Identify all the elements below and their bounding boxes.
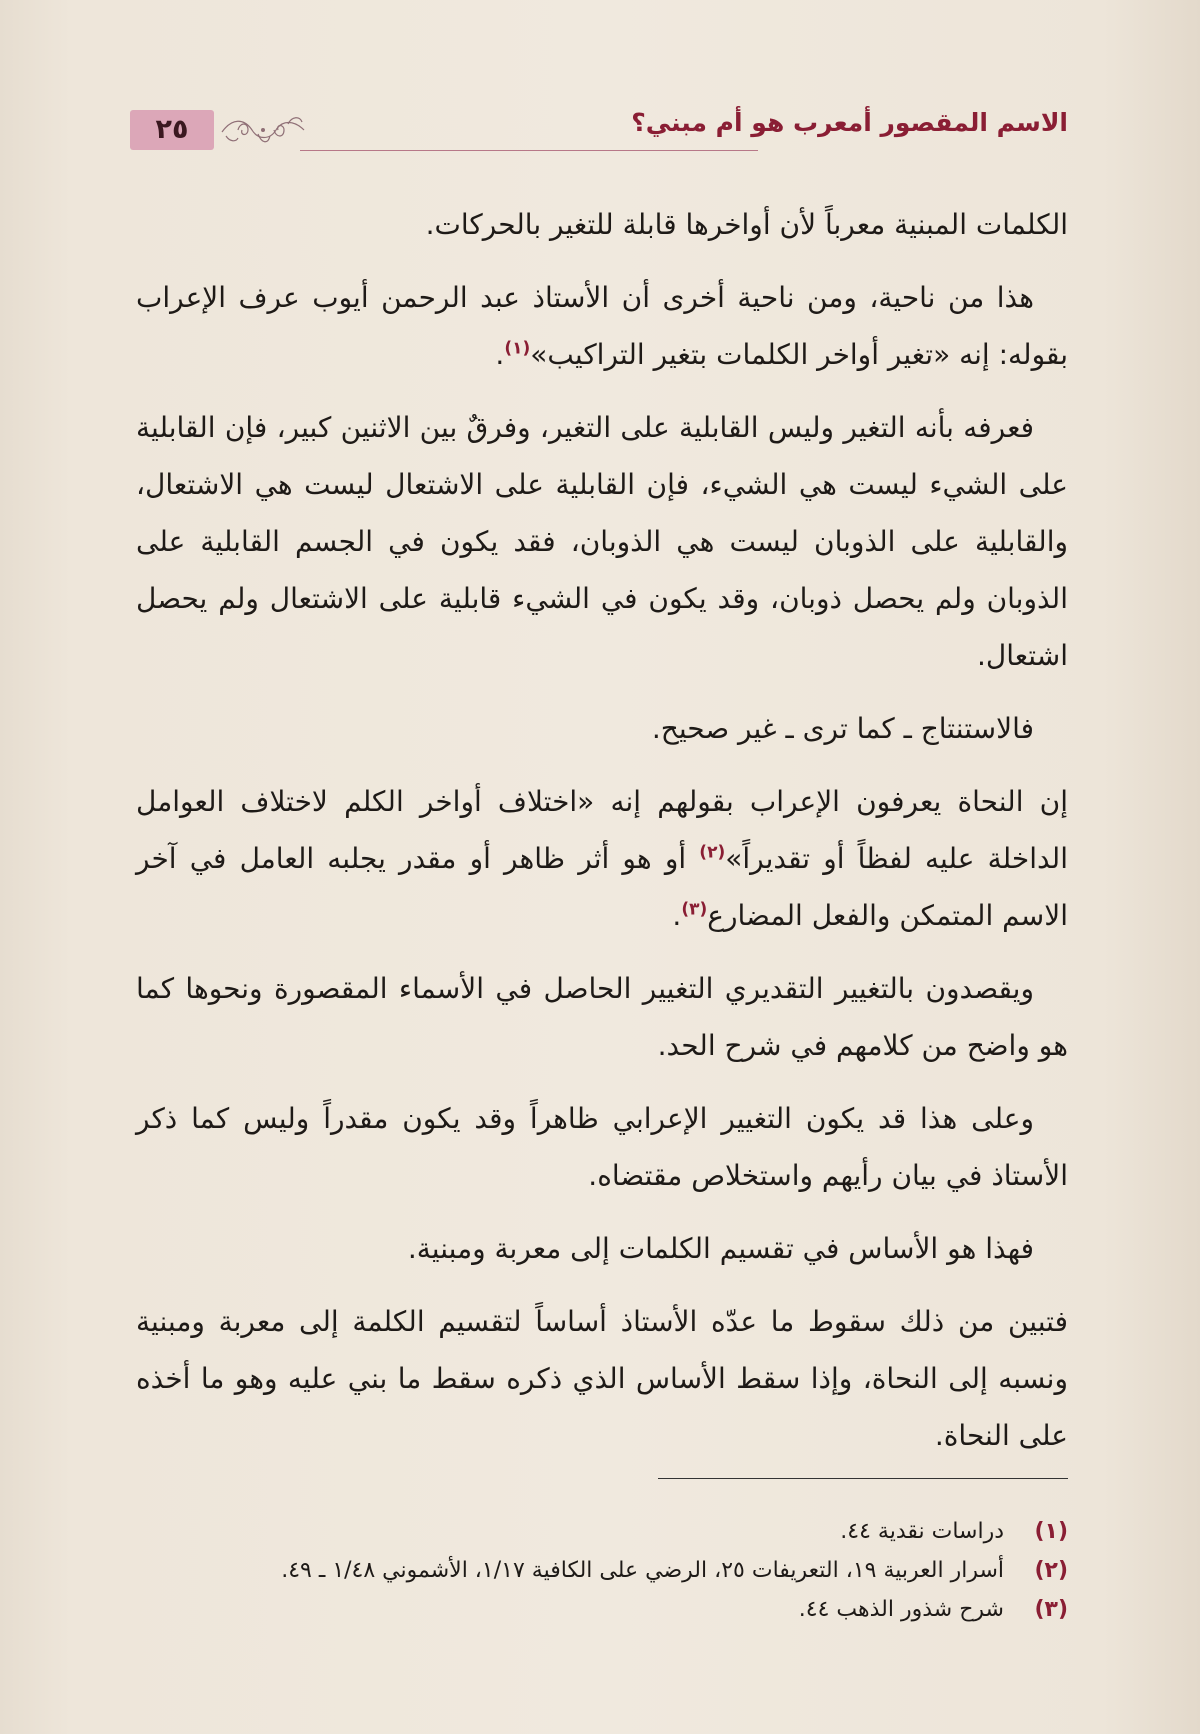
footnote-rule xyxy=(658,1478,1068,1479)
paragraph-text: فتبين من ذلك سقوط ما عدّه الأستاذ أساساً لتقسيم الكلمة إلى معربة ومبنية ونسبه إلى النحاة، وإذا سقط الأساس الذي ذكره سقط ما بني عليه وهو ما أخذه على النحاة. xyxy=(136,1305,1068,1452)
paragraph xyxy=(136,1293,1068,1464)
footnote-text: شرح شذور الذهب ٤٤. xyxy=(798,1597,1004,1622)
paragraph-text: . xyxy=(495,338,505,371)
paragraph xyxy=(136,1220,1068,1277)
paragraph-text: فهذا هو الأساس في تقسيم الكلمات إلى معربة ومبنية. xyxy=(407,1232,1034,1265)
paragraph xyxy=(136,773,1068,944)
floral-ornament-icon xyxy=(218,108,308,152)
footnote xyxy=(136,1551,1068,1590)
footnote-number: (١) xyxy=(1034,1519,1068,1544)
paragraph xyxy=(136,399,1068,684)
body-text xyxy=(136,196,1068,1480)
footnotes xyxy=(136,1512,1068,1629)
paragraph-text: فعرفه بأنه التغير وليس القابلية على التغير، وفرقٌ بين الاثنين كبير، فإن القابلية على الشيء ليست هي الشيء، فإن القابلية على الاشتعال ليست هي الاشتعال، والقابلية على الذوبان ليست هي الذوبان، فقد يكون في الجسم القابلية على الذوبان ولم يحصل ذوبان، وقد يكون في الشيء قابلية على الاشتعال ولم يحصل اشتعال. xyxy=(136,411,1068,672)
running-title: الاسم المقصور أمعرب هو أم مبني؟ xyxy=(631,108,1068,137)
paragraph-text: هذا من ناحية، ومن ناحية أخرى أن الأستاذ عبد الرحمن أيوب عرف الإعراب بقوله: إنه «تغير أواخر الكلمات بتغير التراكيب» xyxy=(136,281,1068,371)
footnote-number: (٢) xyxy=(1034,1558,1068,1583)
paragraph-text: إن النحاة يعرفون الإعراب بقولهم إنه «اختلاف أواخر الكلم لاختلاف العوامل الداخلة عليه لفظاً أو تقديراً» xyxy=(136,785,1068,875)
footnote-ref: (٢) xyxy=(699,842,726,863)
paragraph-text: أو هو أثر ظاهر أو مقدر يجلبه العامل في آخر الاسم المتمكن والفعل المضارع xyxy=(136,842,1068,932)
paragraph xyxy=(136,269,1068,383)
footnote-number: (٣) xyxy=(1034,1597,1068,1622)
footnote-text: دراسات نقدية ٤٤. xyxy=(840,1519,1004,1544)
footnote-ref: (١) xyxy=(504,338,531,359)
footnote xyxy=(136,1590,1068,1629)
page-number: ٢٥ xyxy=(155,114,189,145)
footnote-text: أسرار العربية ١٩، التعريفات ٢٥، الرضي على الكافية ١/١٧، الأشموني ١/٤٨ ـ ٤٩. xyxy=(281,1558,1004,1583)
paragraph xyxy=(136,196,1068,253)
paragraph-text: . xyxy=(672,899,682,932)
page-number-box xyxy=(130,110,214,150)
paragraph-text: ويقصدون بالتغيير التقديري التغيير الحاصل في الأسماء المقصورة ونحوها كما هو واضح من كلامهم في شرح الحد. xyxy=(136,972,1068,1062)
paragraph-text: فالاستنتاج ـ كما ترى ـ غير صحيح. xyxy=(651,712,1034,745)
paragraph-text: وعلى هذا قد يكون التغيير الإعرابي ظاهراً وقد يكون مقدراً وليس كما ذكر الأستاذ في بيان رأيهم واستخلاص مقتضاه. xyxy=(136,1102,1068,1192)
running-header xyxy=(130,104,1068,152)
paragraph xyxy=(136,960,1068,1074)
header-rule xyxy=(300,150,758,151)
paragraph xyxy=(136,700,1068,757)
paragraph xyxy=(136,1090,1068,1204)
footnote xyxy=(136,1512,1068,1551)
paragraph-text: الكلمات المبنية معرباً لأن أواخرها قابلة للتغير بالحركات. xyxy=(425,208,1068,241)
footnote-ref: (٣) xyxy=(681,899,708,920)
